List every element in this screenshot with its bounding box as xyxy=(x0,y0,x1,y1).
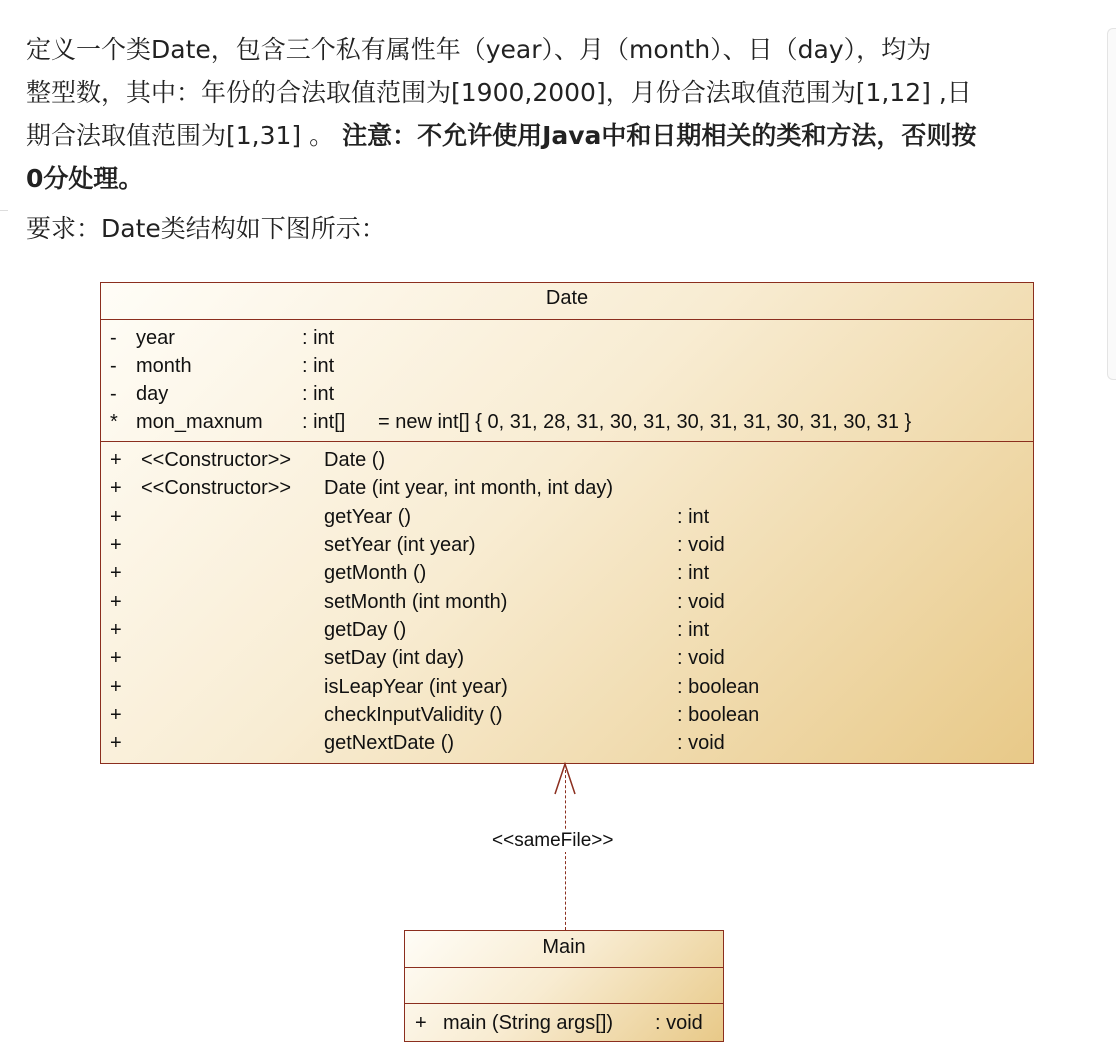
method-return: : void xyxy=(677,534,725,556)
main-class-name: Main xyxy=(542,936,586,958)
method-visibility: + xyxy=(110,477,122,499)
attr-initial-value: = new int[] { 0, 31, 28, 31, 30, 31, 30, 31, 31, 30, 31, 30, 31 } xyxy=(378,411,912,433)
method-row xyxy=(405,1009,721,1037)
method-return: : void xyxy=(677,732,725,754)
method-return: : void xyxy=(655,1012,703,1034)
method-return: : boolean xyxy=(677,676,760,698)
description-line-3: 期合法取值范围为[1,31] 。 xyxy=(26,121,335,150)
method-row xyxy=(101,559,1031,587)
method-stereotype: <<Constructor>> xyxy=(141,477,292,499)
method-return: : boolean xyxy=(677,704,760,726)
method-row xyxy=(101,474,1031,502)
method-return: : void xyxy=(677,647,725,669)
attr-visibility: - xyxy=(110,327,117,349)
method-row xyxy=(101,531,1031,559)
attr-type: : int xyxy=(302,355,335,377)
method-signature: Date (int year, int month, int day) xyxy=(324,477,614,499)
method-signature: isLeapYear (int year) xyxy=(324,676,508,698)
notice-text-end: 0分处理。 xyxy=(26,164,144,193)
class-divider xyxy=(405,1003,723,1004)
relationship-label: <<sameFile>> xyxy=(492,830,614,851)
method-visibility: + xyxy=(110,506,122,528)
method-signature: setYear (int year) xyxy=(324,534,476,556)
attr-name: day xyxy=(136,383,169,405)
attr-visibility: * xyxy=(110,411,118,433)
method-row xyxy=(101,446,1031,474)
class-divider xyxy=(405,967,723,968)
method-return: : int xyxy=(677,562,710,584)
method-signature: Date () xyxy=(324,449,386,471)
divider xyxy=(0,210,8,219)
date-class-name: Date xyxy=(545,287,589,309)
attr-type: : int[] xyxy=(302,411,346,433)
attr-visibility: - xyxy=(110,383,117,405)
method-row xyxy=(101,673,1031,701)
method-return: : void xyxy=(677,591,725,613)
attribute-row xyxy=(101,408,1031,436)
method-stereotype: <<Constructor>> xyxy=(141,449,292,471)
description-line-1: 定义一个类Date，包含三个私有属性年（year）、月（month）、日（day），均为 xyxy=(26,35,932,64)
method-visibility: + xyxy=(110,732,122,754)
method-visibility: + xyxy=(110,704,122,726)
method-signature: setDay (int day) xyxy=(324,647,465,669)
method-signature: main (String args[]) xyxy=(443,1012,614,1034)
method-return: : int xyxy=(677,506,710,528)
method-signature: getNextDate () xyxy=(324,732,455,754)
attribute-row xyxy=(101,324,1031,352)
problem-description xyxy=(26,28,1092,200)
scrollbar[interactable] xyxy=(1107,28,1116,380)
method-signature: getYear () xyxy=(324,506,412,528)
date-class-box xyxy=(100,282,1034,764)
class-divider xyxy=(101,441,1033,442)
method-row xyxy=(101,588,1031,616)
method-visibility: + xyxy=(110,619,122,641)
description-line-2: 整型数，其中：年份的合法取值范围为[1900,2000]，月份合法取值范围为[1,12] ,日 xyxy=(26,78,972,107)
notice-text: 注意：不允许使用Java中和日期相关的类和方法，否则按 xyxy=(342,121,977,150)
method-return: : int xyxy=(677,619,710,641)
attribute-row xyxy=(101,352,1031,380)
attr-name: year xyxy=(136,327,175,349)
method-signature: getDay () xyxy=(324,619,407,641)
main-class-box xyxy=(404,930,724,1042)
method-signature: checkInputValidity () xyxy=(324,704,503,726)
method-visibility: + xyxy=(110,562,122,584)
method-visibility: + xyxy=(110,676,122,698)
method-visibility: + xyxy=(110,449,122,471)
attr-type: : int xyxy=(302,383,335,405)
requirement-text: 要求：Date类结构如下图所示： xyxy=(26,214,386,243)
method-signature: setMonth (int month) xyxy=(324,591,508,613)
attr-type: : int xyxy=(302,327,335,349)
method-visibility: + xyxy=(110,647,122,669)
method-visibility: + xyxy=(110,534,122,556)
method-row xyxy=(101,701,1031,729)
attr-visibility: - xyxy=(110,355,117,377)
attribute-row xyxy=(101,380,1031,408)
dependency-arrowhead xyxy=(553,762,579,796)
class-divider xyxy=(101,319,1033,320)
method-row xyxy=(101,729,1031,757)
attr-name: month xyxy=(136,355,192,377)
method-row xyxy=(101,616,1031,644)
method-visibility: + xyxy=(110,591,122,613)
method-signature: getMonth () xyxy=(324,562,427,584)
method-visibility: + xyxy=(415,1012,427,1034)
method-row xyxy=(101,644,1031,672)
method-row xyxy=(101,503,1031,531)
attr-name: mon_maxnum xyxy=(136,411,263,433)
